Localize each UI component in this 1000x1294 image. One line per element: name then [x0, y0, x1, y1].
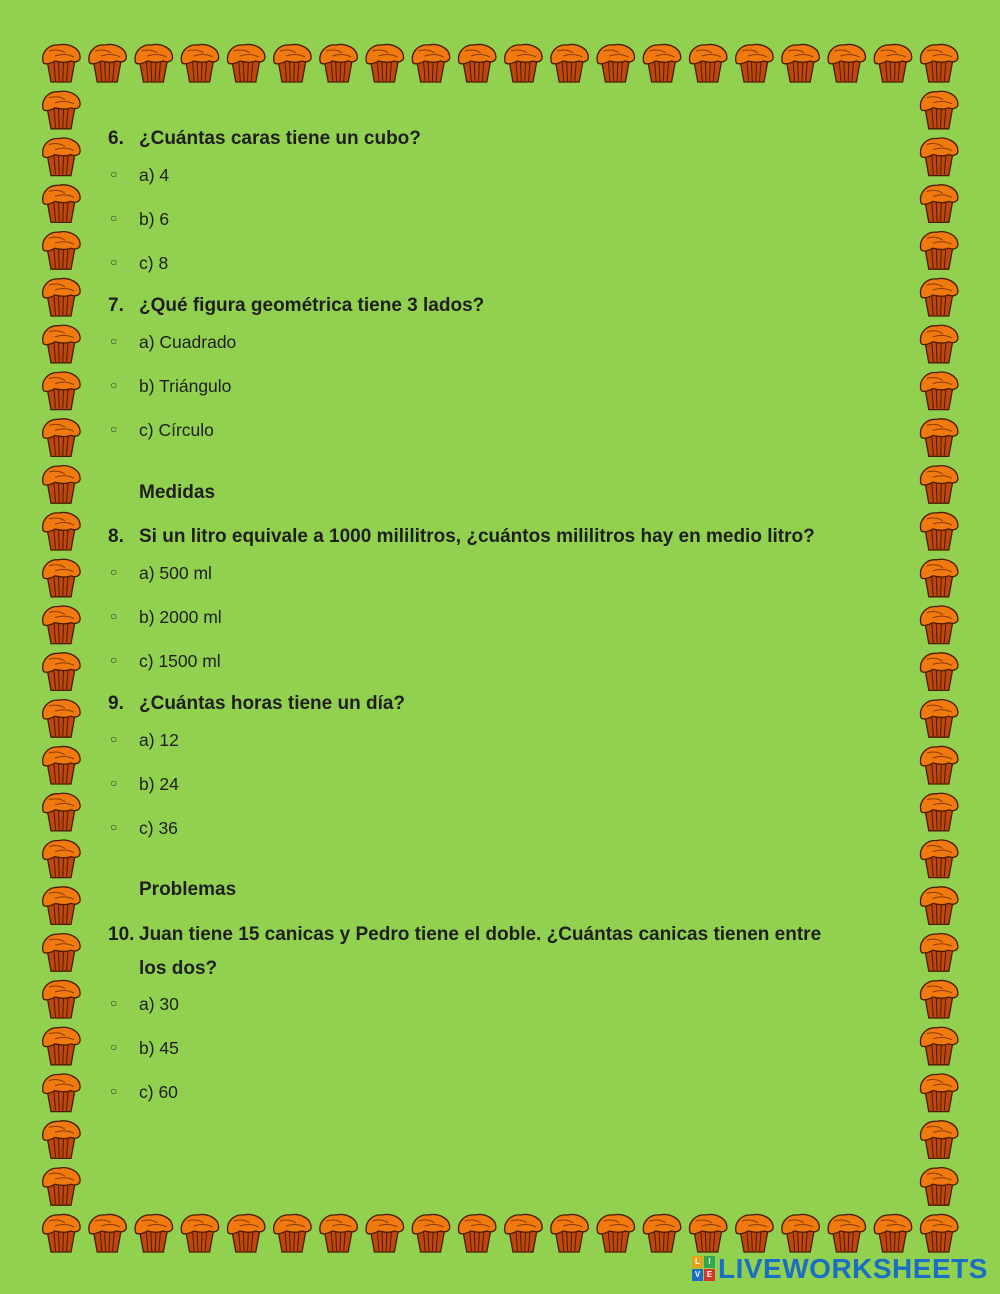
muffin-icon	[43, 372, 80, 410]
option-label: a) 12	[139, 730, 179, 750]
liveworksheets-logo-text: LIVEWORKSHEETS	[718, 1253, 988, 1284]
muffin-icon	[920, 91, 957, 129]
muffin-icon	[43, 138, 80, 176]
logo-letter-i: I	[704, 1256, 715, 1268]
option-label: c) 60	[139, 1082, 178, 1102]
muffin-icon	[920, 653, 957, 691]
question-text: ¿Cuántas horas tiene un día?	[139, 693, 406, 714]
muffin-icon	[920, 1027, 957, 1065]
muffin-icon	[412, 44, 449, 82]
muffin-icon	[643, 44, 680, 82]
muffin-icon	[920, 1168, 957, 1206]
option-label: b) 2000 ml	[139, 607, 222, 627]
muffin-icon	[43, 185, 80, 223]
muffin-icon	[874, 44, 911, 82]
muffin-icon	[458, 1214, 495, 1252]
muffin-icon	[920, 325, 957, 363]
muffin-icon	[43, 980, 80, 1018]
muffin-icon	[458, 44, 495, 82]
muffin-icon	[920, 840, 957, 878]
option-label: a) 4	[139, 165, 170, 185]
muffin-icon	[920, 934, 957, 972]
muffin-icon	[920, 372, 957, 410]
question-text: ¿Cuántas caras tiene un cubo?	[139, 128, 421, 149]
option-label: b) 6	[139, 209, 170, 229]
muffin-icon	[366, 44, 403, 82]
bullet-icon: ○	[110, 732, 118, 746]
muffin-icon	[782, 1214, 819, 1252]
muffin-icon	[920, 559, 957, 597]
muffin-icon	[320, 1214, 357, 1252]
section-heading-problemas: Problemas	[139, 879, 237, 900]
muffin-icon	[43, 840, 80, 878]
bullet-icon: ○	[110, 653, 118, 667]
question-text: Si un litro equivale a 1000 mililitros, ¿cuántos mililitros hay en medio litro?	[139, 526, 815, 547]
muffin-icon	[43, 91, 80, 129]
muffin-icon	[505, 44, 542, 82]
question-number: 6.	[108, 128, 124, 149]
muffin-icon	[920, 512, 957, 550]
muffin-icon	[597, 44, 634, 82]
question-7	[108, 295, 485, 317]
bullet-icon: ○	[110, 609, 118, 623]
option-label: a) Cuadrado	[139, 332, 237, 352]
option-label: c) 36	[139, 818, 178, 838]
muffin-icon	[920, 1121, 957, 1159]
muffin-icon	[920, 232, 957, 270]
muffin-icon	[43, 559, 80, 597]
muffin-icon	[551, 44, 588, 82]
muffin-icon	[89, 1214, 126, 1252]
muffin-icon	[89, 44, 126, 82]
muffin-icon	[920, 44, 957, 82]
question-number: 9.	[108, 693, 124, 714]
muffin-icon	[181, 44, 218, 82]
muffin-icon	[43, 1168, 80, 1206]
question-number: 10.	[108, 924, 135, 945]
question-6	[108, 128, 421, 150]
muffin-icon	[274, 1214, 311, 1252]
muffin-icon	[227, 44, 264, 82]
muffin-icon	[920, 185, 957, 223]
question-number: 7.	[108, 295, 124, 316]
muffin-icon	[43, 606, 80, 644]
bullet-icon: ○	[110, 1040, 118, 1054]
muffin-icon	[505, 1214, 542, 1252]
muffin-icon	[920, 1214, 957, 1252]
muffin-icon	[736, 1214, 773, 1252]
muffin-icon	[366, 1214, 403, 1252]
muffin-icon	[135, 44, 172, 82]
logo-letter-v: V	[692, 1269, 703, 1281]
question-9	[108, 693, 406, 715]
muffin-icon	[43, 793, 80, 831]
muffin-icon	[135, 1214, 172, 1252]
muffin-icon	[920, 138, 957, 176]
bullet-icon: ○	[110, 996, 118, 1010]
bullet-icon: ○	[110, 422, 118, 436]
muffin-icon	[920, 887, 957, 925]
option-label: a) 500 ml	[139, 563, 212, 583]
option-label: b) 45	[139, 1038, 179, 1058]
muffin-icon	[689, 1214, 726, 1252]
muffin-icon	[274, 44, 311, 82]
logo-letter-l: L	[692, 1256, 703, 1268]
muffin-icon	[551, 1214, 588, 1252]
option-label: c) 8	[139, 253, 169, 273]
muffin-icon	[43, 1214, 80, 1252]
option-label: c) Círculo	[139, 420, 214, 440]
muffin-icon	[920, 793, 957, 831]
question-text: ¿Qué figura geométrica tiene 3 lados?	[139, 295, 485, 316]
question-8	[108, 526, 815, 548]
muffin-icon	[920, 278, 957, 316]
muffin-icon	[43, 1027, 80, 1065]
option-label: b) Triángulo	[139, 376, 232, 396]
logo-letter-e: E	[704, 1269, 715, 1281]
muffin-icon	[43, 746, 80, 784]
muffin-icon	[782, 44, 819, 82]
option-label: b) 24	[139, 774, 179, 794]
muffin-icon	[43, 934, 80, 972]
bullet-icon: ○	[110, 565, 118, 579]
muffin-icon	[43, 419, 80, 457]
muffin-icon	[227, 1214, 264, 1252]
muffin-icon	[43, 466, 80, 504]
bullet-icon: ○	[110, 167, 118, 181]
muffin-icon	[920, 700, 957, 738]
liveworksheets-logo-icon	[692, 1256, 716, 1282]
muffin-icon	[643, 1214, 680, 1252]
muffin-icon	[597, 1214, 634, 1252]
muffin-icon	[874, 1214, 911, 1252]
muffin-icon	[920, 746, 957, 784]
muffin-icon	[320, 44, 357, 82]
question-10	[108, 924, 822, 979]
muffin-icon	[412, 1214, 449, 1252]
muffin-icon	[43, 887, 80, 925]
section-heading-medidas: Medidas	[139, 482, 216, 503]
question-text: Juan tiene 15 canicas y Pedro tiene el doble. ¿Cuántas canicas tienen entre los dos?	[139, 924, 822, 979]
muffin-icon	[736, 44, 773, 82]
muffin-icon	[181, 1214, 218, 1252]
muffin-icon	[43, 1121, 80, 1159]
bullet-icon: ○	[110, 211, 118, 225]
muffin-icon	[43, 278, 80, 316]
bullet-icon: ○	[110, 1084, 118, 1098]
muffin-icon	[920, 466, 957, 504]
bullet-icon: ○	[110, 334, 118, 348]
bullet-icon: ○	[110, 820, 118, 834]
liveworksheets-logo[interactable]	[692, 1254, 988, 1284]
muffin-icon	[43, 653, 80, 691]
muffin-icon	[43, 44, 80, 82]
muffin-icon	[920, 419, 957, 457]
muffin-icon	[43, 1074, 80, 1112]
muffin-icon	[43, 232, 80, 270]
muffin-icon	[828, 1214, 865, 1252]
muffin-icon	[43, 325, 80, 363]
option-label: a) 30	[139, 994, 179, 1014]
muffin-icon	[43, 700, 80, 738]
muffin-icon	[43, 512, 80, 550]
question-number: 8.	[108, 526, 124, 547]
bullet-icon: ○	[110, 776, 118, 790]
muffin-icon	[920, 980, 957, 1018]
muffin-icon	[689, 44, 726, 82]
bullet-icon: ○	[110, 378, 118, 392]
muffin-icon	[920, 606, 957, 644]
option-label: c) 1500 ml	[139, 651, 221, 671]
bullet-icon: ○	[110, 255, 118, 269]
muffin-icon	[920, 1074, 957, 1112]
muffin-icon	[828, 44, 865, 82]
